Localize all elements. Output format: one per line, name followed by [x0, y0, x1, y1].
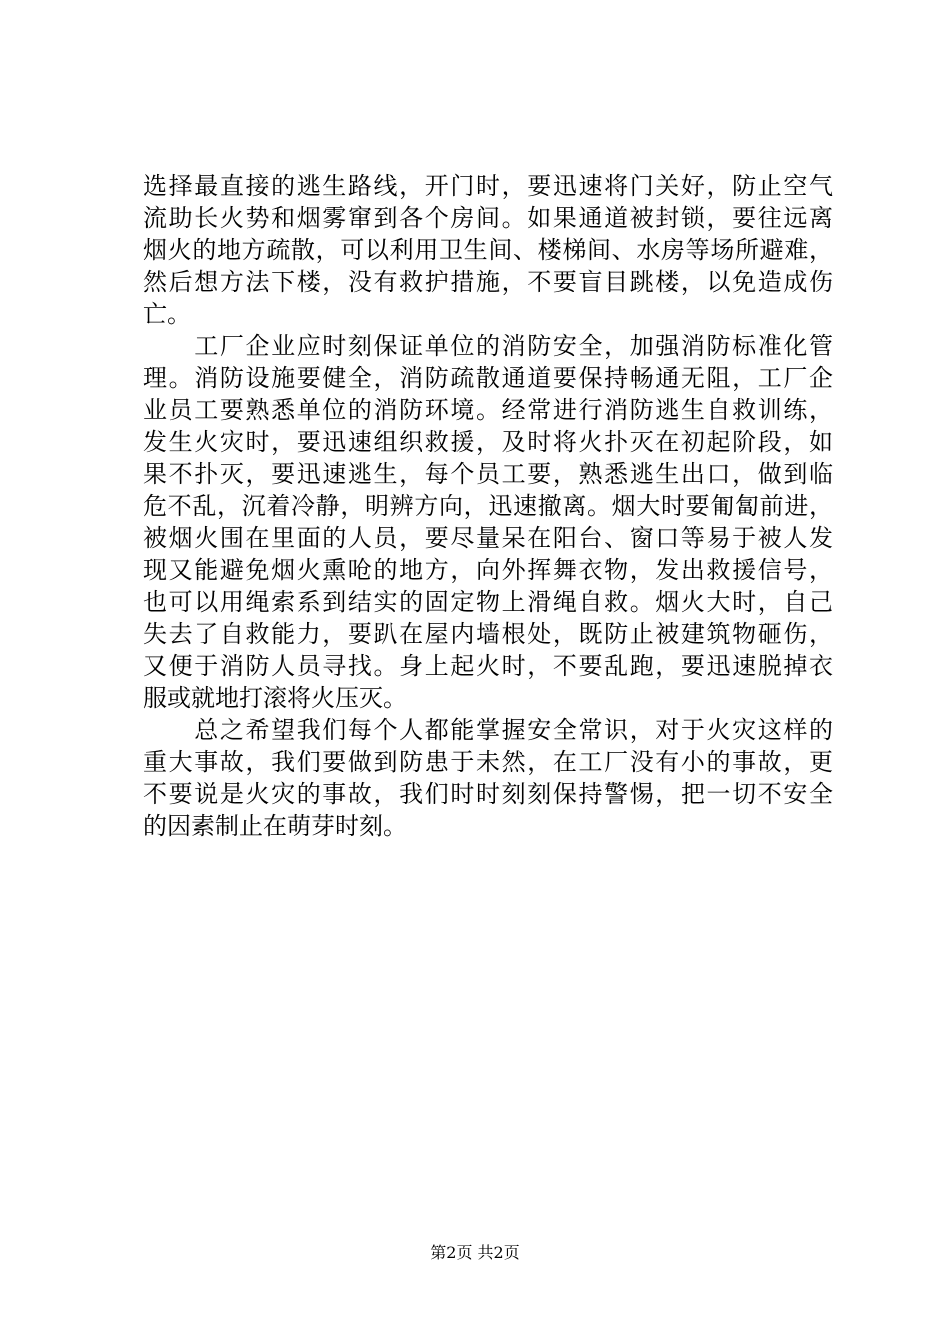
- text-line: 被烟火围在里面的人员，要尽量呆在阳台、窗口等易于被人发: [143, 524, 833, 552]
- text-line: 流助长火势和烟雾窜到各个房间。如果通道被封锁，要往远离: [143, 204, 833, 232]
- page-number: 第2页 共2页: [430, 1243, 520, 1262]
- text-line: 总之希望我们每个人都能掌握安全常识，对于火灾这样的: [143, 716, 833, 744]
- text-line: 又便于消防人员寻找。身上起火时，不要乱跑，要迅速脱掉衣: [143, 652, 833, 680]
- text-line: 果不扑灭，要迅速逃生，每个员工要，熟悉逃生出口，做到临: [143, 460, 833, 488]
- document-body: [143, 170, 833, 842]
- text-line: 也可以用绳索系到结实的固定物上滑绳自救。烟火大时，自己: [143, 588, 833, 616]
- text-line: 业员工要熟悉单位的消防环境。经常进行消防逃生自救训练，: [143, 396, 833, 424]
- text-line: 理。消防设施要健全，消防疏散通道要保持畅通无阻，工厂企: [143, 364, 833, 392]
- text-line: 烟火的地方疏散，可以利用卫生间、楼梯间、水房等场所避难，: [143, 236, 833, 264]
- text-line: 服或就地打滚将火压灭。: [143, 684, 407, 712]
- text-line: 然后想方法下楼，没有救护措施，不要盲目跳楼，以免造成伤: [143, 268, 833, 296]
- text-line: 失去了自救能力，要趴在屋内墙根处，既防止被建筑物砸伤，: [143, 620, 833, 648]
- text-line: 不要说是火灾的事故，我们时时刻刻保持警惕，把一切不安全: [143, 780, 833, 808]
- text-line: 的因素制止在萌芽时刻。: [143, 812, 407, 840]
- page-footer: [0, 1243, 950, 1263]
- text-line: 现又能避免烟火熏呛的地方，向外挥舞衣物，发出救援信号，: [143, 556, 833, 584]
- text-line: 危不乱，沉着冷静，明辨方向，迅速撤离。烟大时要匍匐前进，: [143, 492, 833, 520]
- text-line: 发生火灾时，要迅速组织救援，及时将火扑灭在初起阶段，如: [143, 428, 833, 456]
- text-line: 重大事故，我们要做到防患于未然，在工厂没有小的事故，更: [143, 748, 833, 776]
- text-line: 工厂企业应时刻保证单位的消防安全，加强消防标准化管: [143, 332, 833, 360]
- text-line: 选择最直接的逃生路线，开门时，要迅速将门关好，防止空气: [143, 172, 833, 200]
- text-line: 亡。: [143, 300, 191, 328]
